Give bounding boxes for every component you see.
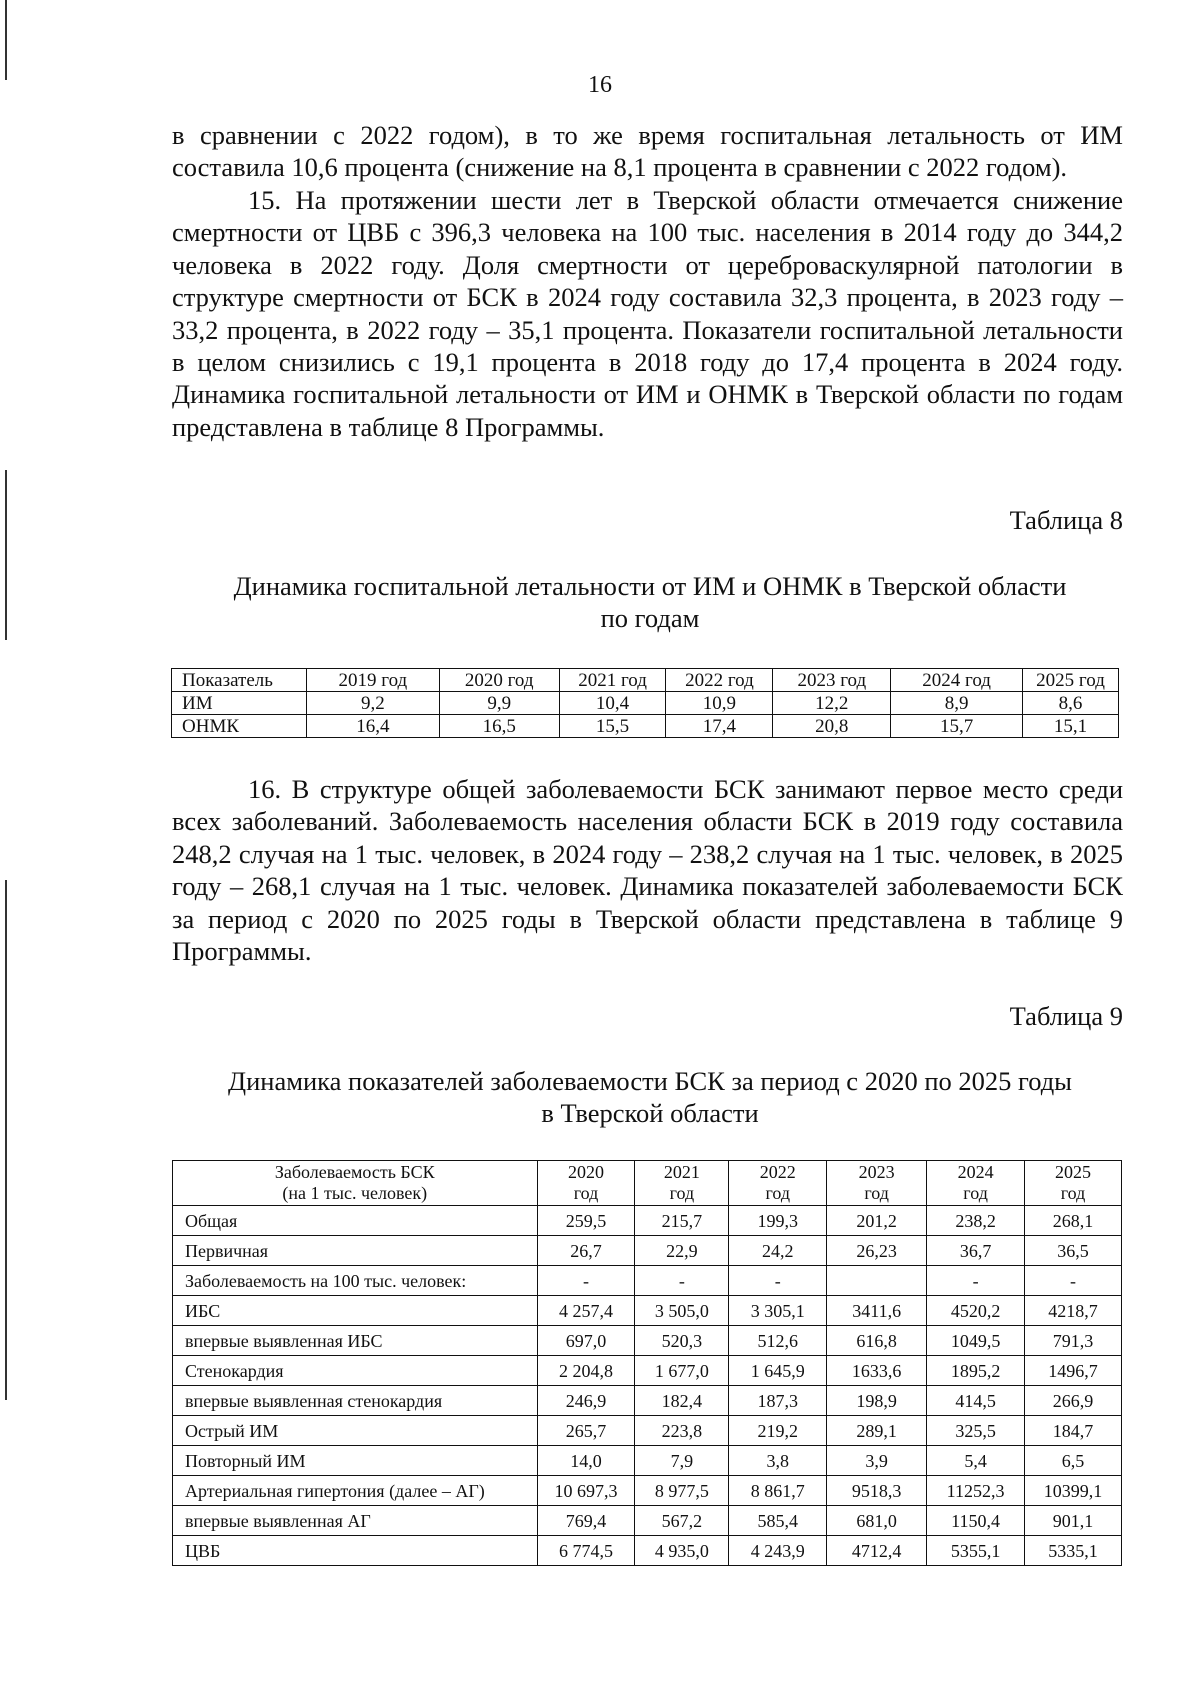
table-9-cell: впервые выявленная ИБС (173, 1326, 538, 1356)
table-9-cell: 6 774,5 (537, 1536, 635, 1566)
table-9-cell: 219,2 (729, 1416, 827, 1446)
table-9-cell: 567,2 (635, 1506, 729, 1536)
paragraph-continuation: в сравнении с 2022 годом), в то же время госпитальная летальность от ИМ составила 10,6 процента (снижение на 8,1 процента в сравнении с 2022 годом). (172, 120, 1123, 183)
table-9-title-line1: Динамика показателей заболеваемости БСК за период с 2020 по 2025 годы (228, 1066, 1072, 1096)
scan-edge-line (5, 880, 7, 1400)
table-9-cell: Острый ИМ (173, 1416, 538, 1446)
table-8-cell: 20,8 (773, 715, 891, 738)
table-9-year-unit: год (669, 1183, 695, 1203)
table-9-cell: 414,5 (927, 1386, 1025, 1416)
table-9-cell: 681,0 (827, 1506, 927, 1536)
table-8-title-line2: по годам (600, 603, 700, 633)
table-9-year-header (635, 1161, 729, 1206)
table-9-cell: 791,3 (1025, 1326, 1122, 1356)
table-9-cell: 22,9 (635, 1236, 729, 1266)
page-number: 16 (588, 72, 612, 98)
table-9 (172, 1160, 1122, 1566)
table-9-cell: 26,7 (537, 1236, 635, 1266)
table-9-row (173, 1536, 1122, 1566)
table-8-cell: ИМ (172, 692, 307, 715)
table-9-row (173, 1476, 1122, 1506)
table-8 (171, 668, 1119, 738)
table-9-cell: впервые выявленная АГ (173, 1506, 538, 1536)
scan-edge-line (5, 470, 7, 640)
table-9-year: 2020 (567, 1162, 604, 1182)
table-9-cell: 3411,6 (827, 1296, 927, 1326)
table-9-row (173, 1326, 1122, 1356)
table-9-cell: Стенокардия (173, 1356, 538, 1386)
table-8-row (172, 715, 1119, 738)
table-9-cell: 182,4 (635, 1386, 729, 1416)
table-9-cell: 268,1 (1025, 1206, 1122, 1236)
table-9-cell: 4 257,4 (537, 1296, 635, 1326)
table-9-cell: 697,0 (537, 1326, 635, 1356)
table-9-year-unit: год (1060, 1183, 1086, 1203)
table-9-title (150, 1065, 1150, 1129)
table-9-cell: 4 935,0 (635, 1536, 729, 1566)
table-8-cell: 10,4 (559, 692, 666, 715)
table-9-year: 2025 (1055, 1162, 1092, 1182)
table-9-row (173, 1356, 1122, 1386)
table-9-year-unit: год (765, 1183, 791, 1203)
table-8-cell: 15,5 (559, 715, 666, 738)
table-9-cell: 3,9 (827, 1446, 927, 1476)
table-8-title (150, 570, 1150, 634)
table-9-cell: 201,2 (827, 1206, 927, 1236)
table-9-header-cell (173, 1161, 538, 1206)
table-9-title-line2: в Тверской области (541, 1098, 759, 1128)
table-8-header-cell: 2024 год (891, 669, 1023, 692)
table-8-cell: 17,4 (666, 715, 773, 738)
table-9-cell: 10399,1 (1025, 1476, 1122, 1506)
table-9-cell: 187,3 (729, 1386, 827, 1416)
table-9-cell: 246,9 (537, 1386, 635, 1416)
table-8-cell: 8,6 (1023, 692, 1119, 715)
table-9-row (173, 1266, 1122, 1296)
table-9-year: 2021 (663, 1162, 700, 1182)
table-9-cell: 7,9 (635, 1446, 729, 1476)
table-9-cell: 4712,4 (827, 1536, 927, 1566)
table-9-cell: 199,3 (729, 1206, 827, 1236)
table-8-cell: 16,4 (306, 715, 439, 738)
table-9-header-line1: Заболеваемость БСК (274, 1162, 435, 1182)
table-9-cell: 1 645,9 (729, 1356, 827, 1386)
table-9-year-header (729, 1161, 827, 1206)
table-8-header-cell: 2019 год (306, 669, 439, 692)
table-9-cell: 10 697,3 (537, 1476, 635, 1506)
table-9-cell: 289,1 (827, 1416, 927, 1446)
table-9-cell: 616,8 (827, 1326, 927, 1356)
table-9-cell: - (635, 1266, 729, 1296)
table-9-cell: 184,7 (1025, 1416, 1122, 1446)
table-9-cell: 8 861,7 (729, 1476, 827, 1506)
table-9-row (173, 1206, 1122, 1236)
table-9-cell: ЦВБ (173, 1536, 538, 1566)
table-9-row (173, 1416, 1122, 1446)
table-9-cell (827, 1266, 927, 1296)
paragraph-16 (172, 773, 1123, 967)
table-9-year-unit: год (963, 1183, 988, 1203)
table-9-cell: 512,6 (729, 1326, 827, 1356)
table-8-header-cell: 2025 год (1023, 669, 1119, 692)
table-9-cell: 3 505,0 (635, 1296, 729, 1326)
table-9-year: 2023 (858, 1162, 895, 1182)
table-8-label: Таблица 8 (1009, 505, 1123, 535)
table-9-cell: 1049,5 (927, 1326, 1025, 1356)
table-9-cell: впервые выявленная стенокардия (173, 1386, 538, 1416)
table-9-cell: 215,7 (635, 1206, 729, 1236)
table-9-year-header (537, 1161, 635, 1206)
table-9-year-unit: год (864, 1183, 889, 1203)
table-9-cell: - (927, 1266, 1025, 1296)
table-8-cell: ОНМК (172, 715, 307, 738)
table-9-cell: - (729, 1266, 827, 1296)
table-8-cell: 12,2 (773, 692, 891, 715)
table-9-cell: Общая (173, 1206, 538, 1236)
table-9-cell: ИБС (173, 1296, 538, 1326)
table-9-cell: 6,5 (1025, 1446, 1122, 1476)
table-8-cell: 9,2 (306, 692, 439, 715)
table-9-cell: 11252,3 (927, 1476, 1025, 1506)
paragraph-16-text: 16. В структуре общей заболеваемости БСК занимают первое место среди всех заболеваний. Заболеваемость населения области БСК в 2019 году составила 248,2 случая на 1 тыс. человек, в 2024 году – 238,2 случая на 1 тыс. человек, в 2025 году – 268,1 случая на 1 тыс. человек. Динамика показателей заболеваемости БСК за период с 2020 по 2025 годы в Тверской области представлена в таблице 9 Программы. (172, 774, 1123, 967)
table-9-cell: 36,5 (1025, 1236, 1122, 1266)
table-8-header-cell: 2022 год (666, 669, 773, 692)
table-9-cell: 1150,4 (927, 1506, 1025, 1536)
table-9-cell: 8 977,5 (635, 1476, 729, 1506)
table-8-row (172, 692, 1119, 715)
table-9-row (173, 1296, 1122, 1326)
table-9-header-line2: (на 1 тыс. человек) (282, 1183, 428, 1203)
table-9-cell: 223,8 (635, 1416, 729, 1446)
table-9-row (173, 1236, 1122, 1266)
table-9-cell: 4520,2 (927, 1296, 1025, 1326)
table-9-cell: 36,7 (927, 1236, 1025, 1266)
paragraph-15 (172, 184, 1123, 443)
table-9-cell: Заболеваемость на 100 тыс. человек: (173, 1266, 538, 1296)
table-9-cell: Повторный ИМ (173, 1446, 538, 1476)
table-8-header-cell: Показатель (172, 669, 307, 692)
table-9-cell: 26,23 (827, 1236, 927, 1266)
table-8-cell: 16,5 (439, 715, 559, 738)
table-9-cell: 1895,2 (927, 1356, 1025, 1386)
table-9-row (173, 1506, 1122, 1536)
table-9-year-header (1025, 1161, 1122, 1206)
table-9-year: 2022 (759, 1162, 796, 1182)
table-9-cell: 5,4 (927, 1446, 1025, 1476)
table-9-year-header (927, 1161, 1025, 1206)
table-9-cell: 24,2 (729, 1236, 827, 1266)
table-9-cell: - (537, 1266, 635, 1296)
table-9-cell: 4 243,9 (729, 1536, 827, 1566)
table-9-cell: 2 204,8 (537, 1356, 635, 1386)
table-9-cell: 520,3 (635, 1326, 729, 1356)
table-9-cell: Первичная (173, 1236, 538, 1266)
table-9-cell: 5355,1 (927, 1536, 1025, 1566)
table-9-cell: 1496,7 (1025, 1356, 1122, 1386)
table-8-title-line1: Динамика госпитальной летальности от ИМ и ОНМК в Тверской области (233, 571, 1067, 601)
table-9-cell: 3,8 (729, 1446, 827, 1476)
table-9-cell: 14,0 (537, 1446, 635, 1476)
table-9-year-unit: год (573, 1183, 599, 1203)
table-9-cell: 3 305,1 (729, 1296, 827, 1326)
table-9-cell: 1 677,0 (635, 1356, 729, 1386)
table-9-cell: 325,5 (927, 1416, 1025, 1446)
table-9-cell: - (1025, 1266, 1122, 1296)
table-8-cell: 15,7 (891, 715, 1023, 738)
table-9-cell: Артериальная гипертония (далее – АГ) (173, 1476, 538, 1506)
table-9-cell: 769,4 (537, 1506, 635, 1536)
table-9-cell: 266,9 (1025, 1386, 1122, 1416)
table-8-cell: 9,9 (439, 692, 559, 715)
table-9-cell: 9518,3 (827, 1476, 927, 1506)
table-9-cell: 5335,1 (1025, 1536, 1122, 1566)
table-8-header-cell: 2021 год (559, 669, 666, 692)
table-9-cell: 901,1 (1025, 1506, 1122, 1536)
table-8-cell: 10,9 (666, 692, 773, 715)
table-9-header-row (173, 1161, 1122, 1206)
table-9-cell: 1633,6 (827, 1356, 927, 1386)
scan-edge-line (5, 0, 7, 80)
table-9-cell: 259,5 (537, 1206, 635, 1236)
table-9-cell: 198,9 (827, 1386, 927, 1416)
paragraph-15-text: 15. На протяжении шести лет в Тверской области отмечается снижение смертности от ЦВБ с 396,3 человека на 100 тыс. населения в 2014 году до 344,2 человека в 2022 году. Доля смертности от цереброваскулярной патологии в структуре смертности от БСК в 2024 году составила 32,3 процента, в 2023 году – 33,2 процента, в 2022 году – 35,1 процента. Показатели госпитальной летальности в целом снизились с 19,1 процента в 2018 году до 17,4 процента в 2024 году. Динамика госпитальной летальности от ИМ и ОНМК в Тверской области по годам представлена в таблице 8 Программы. (172, 185, 1123, 442)
table-9-cell: 265,7 (537, 1416, 635, 1446)
table-9-cell: 4218,7 (1025, 1296, 1122, 1326)
table-8-header-cell: 2020 год (439, 669, 559, 692)
table-9-cell: 238,2 (927, 1206, 1025, 1236)
table-9-label: Таблица 9 (1009, 1001, 1123, 1031)
table-8-cell: 15,1 (1023, 715, 1119, 738)
table-9-year-header (827, 1161, 927, 1206)
table-9-row (173, 1386, 1122, 1416)
table-8-header-cell: 2023 год (773, 669, 891, 692)
table-9-year: 2024 (957, 1162, 994, 1182)
table-8-cell: 8,9 (891, 692, 1023, 715)
table-9-cell: 585,4 (729, 1506, 827, 1536)
table-9-row (173, 1446, 1122, 1476)
table-8-header-row (172, 669, 1119, 692)
